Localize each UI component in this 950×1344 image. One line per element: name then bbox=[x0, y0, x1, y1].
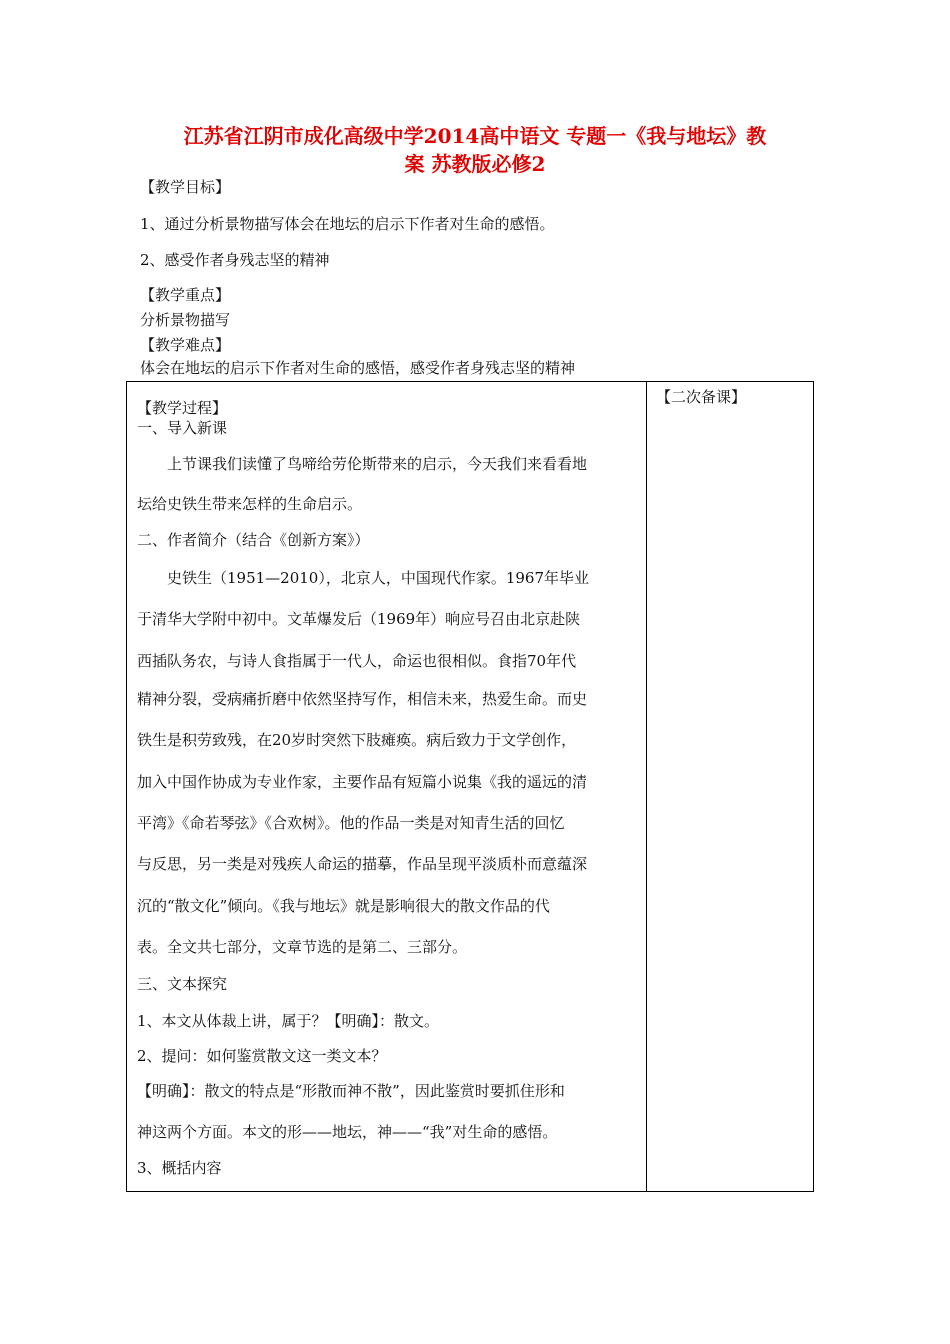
question-3: 3、概括内容 bbox=[137, 1159, 222, 1177]
bio-paragraph-line: 加入中国作协成为专业作家，主要作品有短篇小说集《我的遥远的清 bbox=[137, 773, 588, 791]
second-prep-heading: 【二次备课】 bbox=[656, 388, 747, 406]
answer-2-line: 神这两个方面。本文的形——地坛，神——“我”对生命的感悟。 bbox=[137, 1123, 558, 1141]
objective-item-2: 2、感受作者身残志坚的精神 bbox=[140, 251, 330, 269]
bio-paragraph-line: 沉的“散文化”倾向。《我与地坛》就是影响很大的散文作品的代 bbox=[137, 897, 550, 915]
title-line-1: 江苏省江阴市成化高级中学2014高中语文 专题一《我与地坛》教 bbox=[183, 124, 767, 148]
difficulties-heading: 【教学难点】 bbox=[140, 336, 231, 354]
column-divider bbox=[646, 382, 647, 1191]
bio-paragraph-line: 精神分裂，受病痛折磨中依然坚持写作，相信未来，热爱生命。而史 bbox=[137, 690, 588, 708]
objectives-heading: 【教学目标】 bbox=[140, 178, 231, 196]
bio-paragraph-line: 平湾》《命若琴弦》《合欢树》。他的作品一类是对知青生活的回忆 bbox=[137, 814, 565, 832]
question-1: 1、本文从体裁上讲，属于？【明确】：散文。 bbox=[137, 1012, 440, 1030]
objective-item-1: 1、通过分析景物描写体会在地坛的启示下作者对生命的感悟。 bbox=[140, 215, 555, 233]
intro-paragraph-line: 上节课我们读懂了鸟啼给劳伦斯带来的启示，今天我们来看看地 bbox=[167, 455, 588, 473]
bio-paragraph-line: 于清华大学附中初中。文革爆发后（1969年）响应号召由北京赴陕 bbox=[137, 610, 581, 628]
bio-paragraph-line: 史铁生（1951—2010），北京人，中国现代作家。1967年毕业 bbox=[167, 569, 590, 587]
section-heading-1: 一、导入新课 bbox=[137, 419, 228, 437]
answer-2-line: 【明确】：散文的特点是“形散而神不散”，因此鉴赏时要抓住形和 bbox=[137, 1082, 565, 1100]
intro-paragraph-line: 坛给史铁生带来怎样的生命启示。 bbox=[137, 495, 363, 513]
process-heading: 【教学过程】 bbox=[137, 399, 228, 417]
bio-paragraph-line: 西插队务农，与诗人食指属于一代人，命运也很相似。食指70年代 bbox=[137, 652, 577, 670]
question-2: 2、提问：如何鉴赏散文这一类文本？ bbox=[137, 1047, 387, 1065]
lesson-table bbox=[126, 381, 814, 1192]
difficulties-text: 体会在地坛的启示下作者对生命的感悟，感受作者身残志坚的精神 bbox=[140, 359, 576, 377]
title-line-2: 案 苏教版必修2 bbox=[404, 152, 546, 176]
section-heading-2: 二、作者简介（结合《创新方案》） bbox=[137, 531, 370, 549]
bio-paragraph-line: 与反思，另一类是对残疾人命运的描摹，作品呈现平淡质朴而意蕴深 bbox=[137, 855, 588, 873]
bio-paragraph-line: 表。全文共七部分，文章节选的是第二、三部分。 bbox=[137, 938, 468, 956]
section-heading-3: 三、文本探究 bbox=[137, 975, 228, 993]
key-points-text: 分析景物描写 bbox=[140, 311, 231, 329]
bio-paragraph-line: 铁生是积劳致残，在20岁时突然下肢瘫痪。病后致力于文学创作， bbox=[137, 731, 577, 749]
key-points-heading: 【教学重点】 bbox=[140, 286, 231, 304]
